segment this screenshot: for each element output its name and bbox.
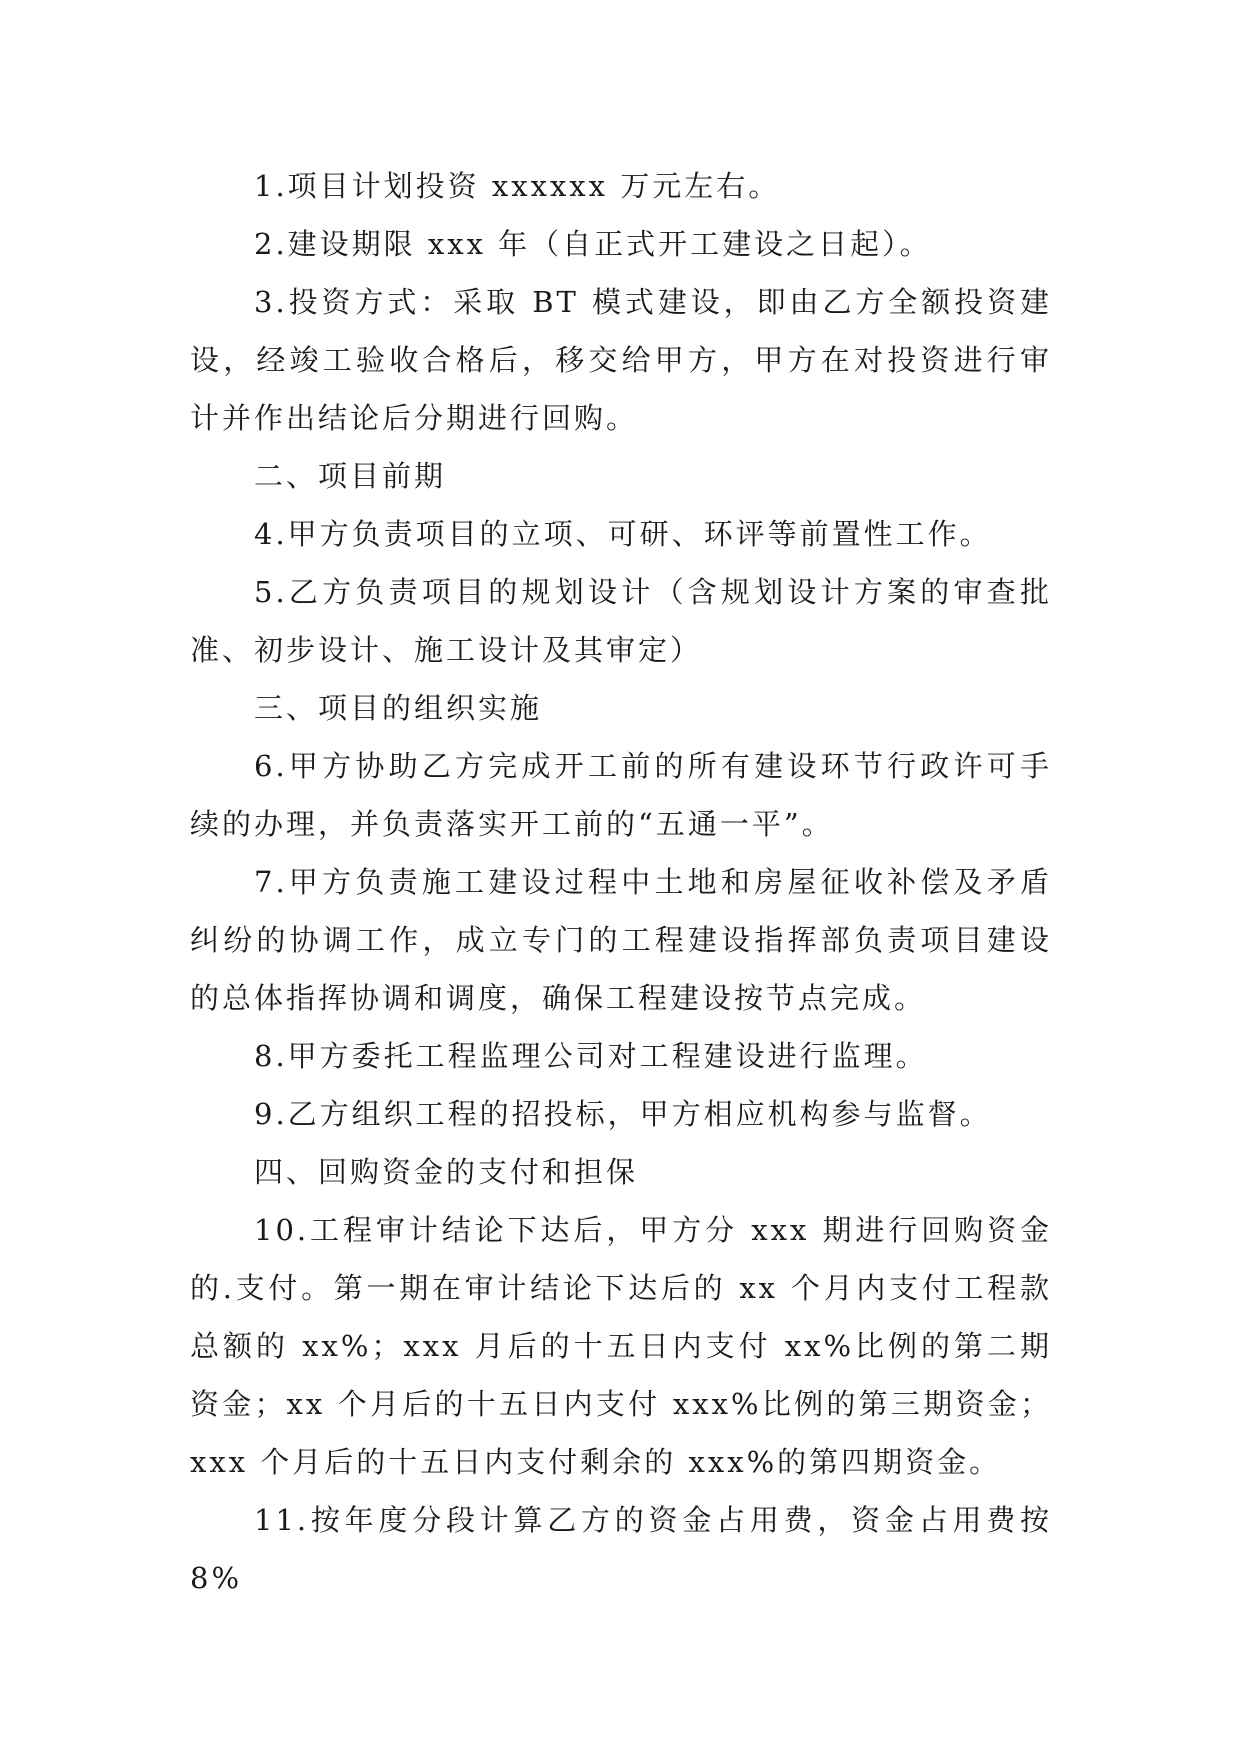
paragraph-party-b-design: 5.乙方负责项目的规划设计（含规划设计方案的审查批准、初步设计、施工设计及其审定）	[190, 575, 1052, 667]
section-heading-preliminary: 二、项目前期	[254, 459, 447, 493]
paragraph-capital-fee: 11.按年度分段计算乙方的资金占用费，资金占用费按8%	[190, 1503, 1052, 1595]
section-heading-implementation: 三、项目的组织实施	[254, 691, 543, 725]
document-page	[190, 157, 1052, 1607]
paragraph-supervision: 8.甲方委托工程监理公司对工程建设进行监理。	[254, 1039, 928, 1073]
paragraph-land-compensation: 7.甲方负责施工建设过程中土地和房屋征收补偿及矛盾纠纷的协调工作，成立专门的工程建设指挥部负责项目建设的总体指挥协调和调度，确保工程建设按节点完成。	[190, 865, 1052, 1015]
paragraph-payment-schedule: 10.工程审计结论下达后，甲方分 xxx 期进行回购资金的.支付。第一期在审计结论下达后的 xx 个月内支付工程款总额的 xx%；xxx 月后的十五日内支付 xx%比例的第二期资金；xx 个月后的十五日内支付 xxx%比例的第三期资金；xxx 个月后的十五日内支付剩余的 xxx%的第四期资金。	[190, 1213, 1052, 1479]
paragraph-construction-period: 2.建设期限 xxx 年（自正式开工建设之日起）。	[254, 227, 932, 261]
paragraph-permits: 6.甲方协助乙方完成开工前的所有建设环节行政许可手续的办理，并负责落实开工前的“五通一平”。	[190, 749, 1052, 841]
paragraph-bidding: 9.乙方组织工程的招投标，甲方相应机构参与监督。	[254, 1097, 992, 1131]
section-heading-repurchase: 四、回购资金的支付和担保	[254, 1155, 639, 1189]
paragraph-party-a-approval: 4.甲方负责项目的立项、可研、环评等前置性工作。	[254, 517, 992, 551]
paragraph-investment-method: 3.投资方式：采取 BT 模式建设，即由乙方全额投资建设，经竣工验收合格后，移交给甲方，甲方在对投资进行审计并作出结论后分期进行回购。	[190, 285, 1052, 435]
paragraph-investment-amount: 1.项目计划投资 xxxxxx 万元左右。	[254, 169, 781, 203]
